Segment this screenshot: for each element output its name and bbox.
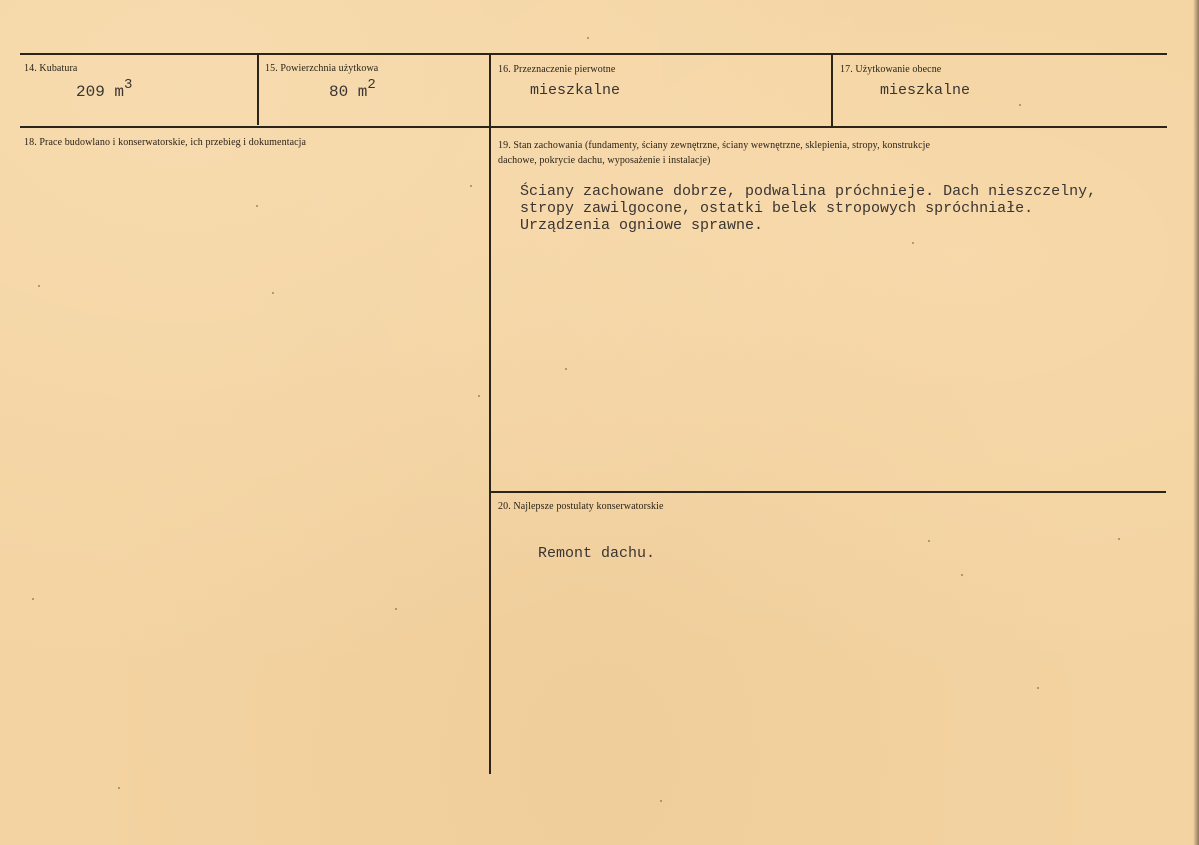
field-15-unit-exponent: 2 [367, 77, 376, 93]
field-19-label-line2: dachowe, pokrycie dachu, wyposażenie i instalacje) [498, 155, 711, 166]
rule-19-20 [489, 491, 1166, 493]
paper-speck [470, 185, 472, 187]
field-15-label: 15. Powierzchnia użytkowa [265, 63, 379, 74]
paper-speck [478, 395, 480, 397]
field-14-value [76, 77, 133, 102]
separator-15-16 [489, 53, 491, 127]
field-17-value: mieszkalne [880, 82, 971, 99]
separator-16-17 [831, 53, 833, 127]
paper-speck [118, 787, 120, 789]
field-14-label: 14. Kubatura [24, 63, 78, 74]
field-16-label: 16. Przeznaczenie pierwotne [498, 64, 616, 75]
paper-speck [565, 368, 567, 370]
paper-speck [928, 540, 930, 542]
paper-speck [961, 574, 963, 576]
field-20-text: Remont dachu. [538, 545, 656, 562]
field-19-text-line1: Ściany zachowane dobrze, podwalina próchnieje. Dach nieszczelny, [520, 183, 1097, 200]
paper-speck [1118, 538, 1120, 540]
paper-speck [32, 598, 34, 600]
top-rule [20, 53, 1167, 55]
field-20-label: 20. Najlepsze postulaty konserwatorskie [498, 501, 664, 512]
field-19-text-line2: stropy zawilgocone, ostatki belek stropowych spróchniałe. [520, 200, 1034, 217]
paper-speck [256, 205, 258, 207]
field-19-text-line3: Urządzenia ogniowe sprawne. [520, 217, 764, 234]
paper-speck [912, 242, 914, 244]
field-19-label-line1: 19. Stan zachowania (fundamenty, ściany zewnętrzne, ściany wewnętrzne, sklepienia, stropy, konstrukcje [498, 140, 931, 151]
paper-speck [660, 800, 662, 802]
paper-speck [1037, 687, 1039, 689]
separator-14-15 [257, 53, 259, 125]
card-right-edge-shadow [1193, 0, 1199, 845]
second-rule [20, 126, 1167, 128]
field-14-value-text: 209 m [76, 83, 125, 101]
paper-speck [395, 608, 397, 610]
main-column-separator [489, 126, 491, 774]
paper-speck [38, 285, 40, 287]
field-17-label: 17. Użytkowanie obecne [840, 64, 942, 75]
paper-speck [1019, 104, 1021, 106]
paper-speck [587, 37, 589, 39]
paper-speck [272, 292, 274, 294]
field-15-value [329, 77, 376, 102]
field-15-value-text: 80 m [329, 83, 368, 101]
field-18-label: 18. Prace budowlano i konserwatorskie, ich przebieg i dokumentacja [24, 137, 307, 148]
field-16-value: mieszkalne [530, 82, 621, 99]
field-14-unit-exponent: 3 [124, 77, 133, 93]
